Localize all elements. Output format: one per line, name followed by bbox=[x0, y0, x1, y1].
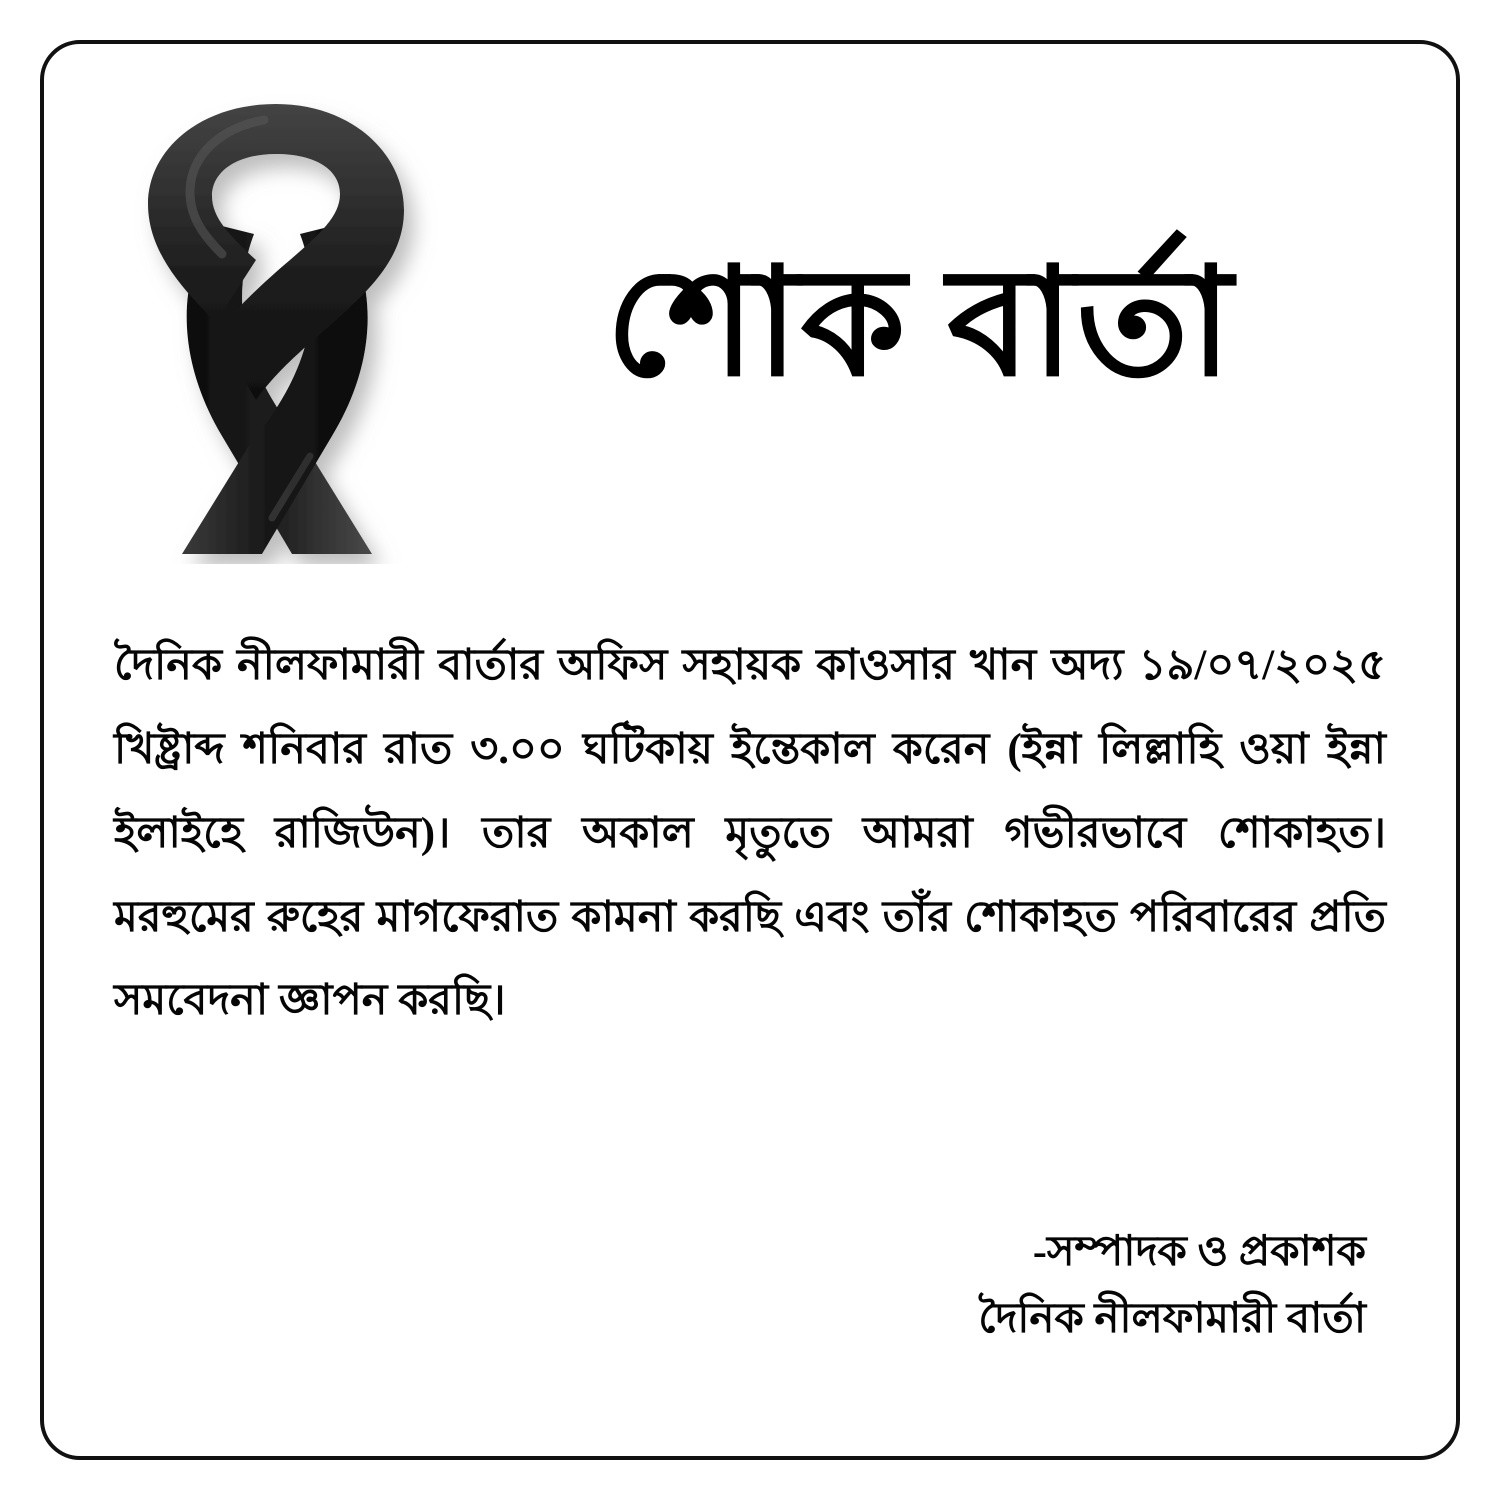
notice-body-text: দৈনিক নীলফামারী বার্তার অফিস সহায়ক কাওসার খান অদ্য ১৯/০৭/২০২৫ খিষ্ট্রাব্দ শনিবার রাত ৩.০০ ঘটিকায় ইন্তেকাল করেন (ইন্না লিল্লাহি ওয়া ইন্না ইলাইহে রাজিউন)। তার অকাল মৃতুতে আমরা গভীরভাবে শোকাহত। মরহুমের রুহের মাগফেরাত কামনা করছি এবং তাঁর শোকাহত পরিবারের প্রতি সমবেদনা জ্ঞাপন করছি। bbox=[114, 642, 1386, 1025]
poster-card bbox=[40, 40, 1460, 1460]
signature-role: -সম্পাদক ও প্রকাশক bbox=[1032, 1229, 1366, 1275]
signature-block bbox=[978, 1221, 1366, 1351]
black-ribbon-icon bbox=[104, 84, 444, 564]
page-title: শোক বার্তা bbox=[605, 240, 1235, 407]
signature-publication: দৈনিক নীলফামারী বার্তা bbox=[978, 1296, 1366, 1342]
poster-header bbox=[44, 44, 1456, 604]
